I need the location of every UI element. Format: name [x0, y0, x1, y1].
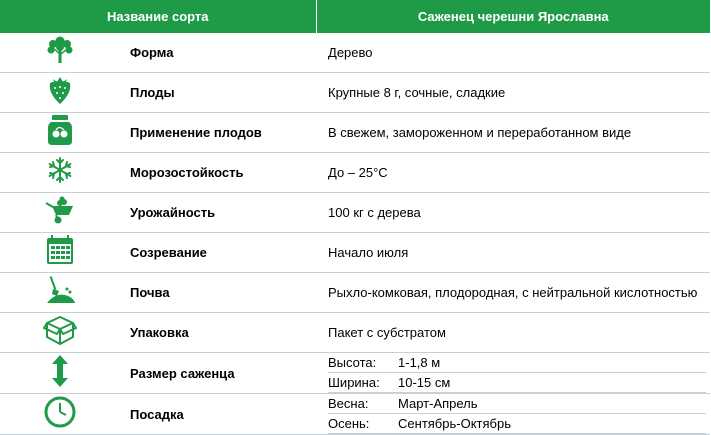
table-row: [0, 394, 710, 435]
table-row: [0, 73, 710, 113]
row-value: Рыхло-комковая, плодородная, с нейтральной кислотностью: [316, 273, 710, 313]
table-row: [0, 193, 710, 233]
table-row: [0, 273, 710, 313]
header-name-column: Название сорта: [0, 0, 316, 33]
table-header: [0, 0, 710, 33]
table-row: [0, 153, 710, 193]
row-value: 100 кг с дерева: [316, 193, 710, 233]
row-value: В свежем, замороженном и переработанном виде: [316, 113, 710, 153]
row-value: Крупные 8 г, сочные, сладкие: [316, 73, 710, 113]
table-row: [0, 113, 710, 153]
wheelbarrow-icon: [43, 193, 77, 227]
row-value: Пакет с субстратом: [316, 313, 710, 353]
row-label: Упаковка: [120, 313, 316, 353]
row-label: Применение плодов: [120, 113, 316, 153]
row-label: Плоды: [120, 73, 316, 113]
jar-icon: [43, 113, 77, 147]
table-row: [0, 313, 710, 353]
planting-subtable-cell: [316, 394, 710, 435]
table-row: [0, 353, 710, 394]
row-label: Посадка: [120, 394, 316, 435]
sub-key: Осень:: [328, 414, 398, 434]
sub-value: 1-1,8 м: [398, 353, 706, 373]
sub-value: 10-15 см: [398, 373, 706, 393]
table-row: [0, 233, 710, 273]
row-value: Дерево: [316, 33, 710, 73]
clock-icon: [43, 395, 77, 429]
shovel-soil-icon: [43, 273, 77, 307]
row-value: До – 25°С: [316, 153, 710, 193]
row-label: Морозостойкость: [120, 153, 316, 193]
snowflake-icon: [43, 153, 77, 187]
row-label: Размер саженца: [120, 353, 316, 394]
row-value: Начало июля: [316, 233, 710, 273]
sub-key: Весна:: [328, 394, 398, 414]
size-subtable: [328, 353, 706, 393]
row-label: Урожайность: [120, 193, 316, 233]
sub-key: Ширина:: [328, 373, 398, 393]
row-label: Созревание: [120, 233, 316, 273]
sub-value: Март-Апрель: [398, 394, 706, 414]
header-value-column: Саженец черешни Ярославна: [417, 9, 609, 24]
table-row: [0, 33, 710, 73]
box-icon: [43, 313, 77, 347]
sub-value: Сентябрь-Октябрь: [398, 414, 706, 434]
tree-icon: [43, 33, 77, 67]
planting-subtable: [328, 394, 706, 434]
sub-key: Высота:: [328, 353, 398, 373]
vertical-arrow-icon: [43, 354, 77, 388]
size-subtable-cell: [316, 353, 710, 394]
row-label: Почва: [120, 273, 316, 313]
strawberry-icon: [43, 73, 77, 107]
row-label: Форма: [120, 33, 316, 73]
calendar-icon: [43, 233, 77, 267]
